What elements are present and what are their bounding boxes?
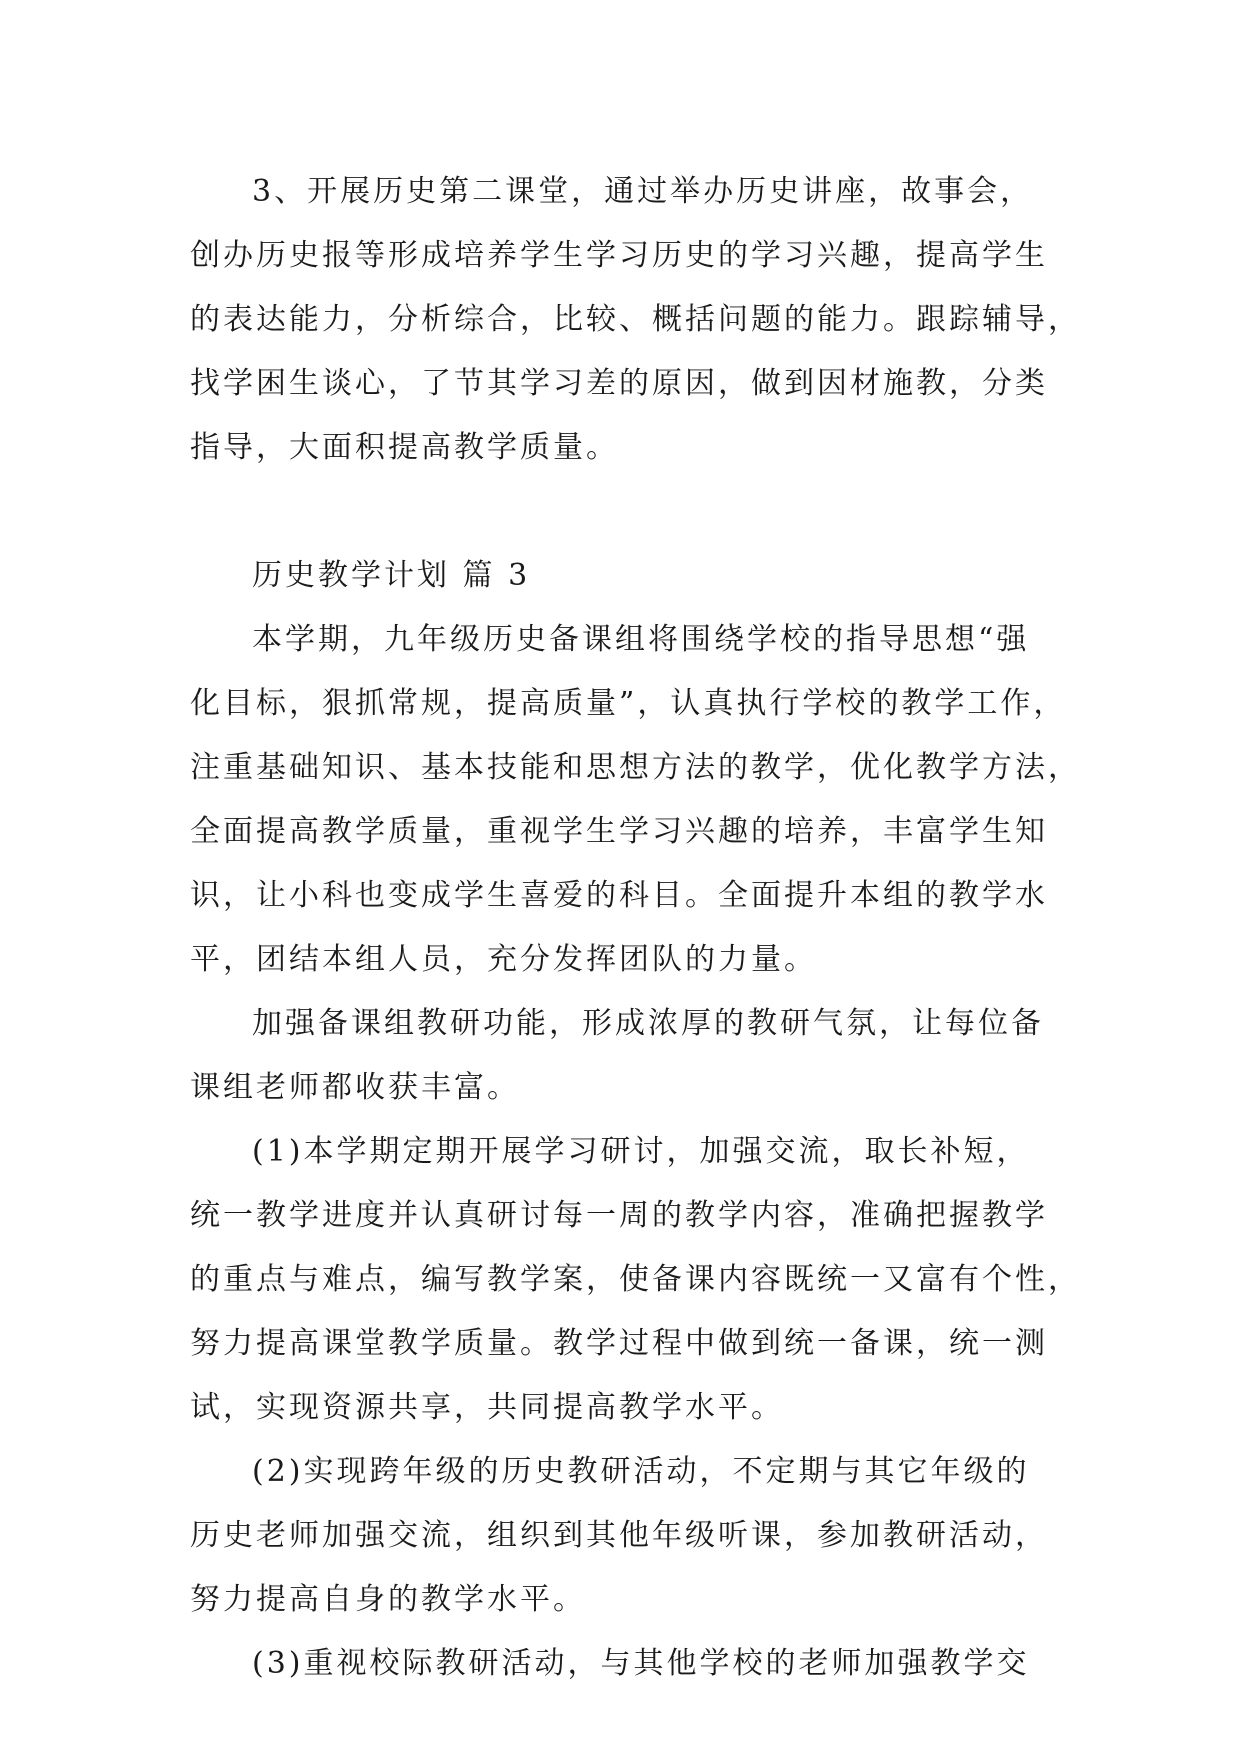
section-heading: 历史教学计划 篇 3 bbox=[252, 558, 531, 593]
spacer bbox=[190, 480, 1070, 544]
list-item-2 bbox=[190, 1440, 1070, 1632]
document-body bbox=[190, 160, 1081, 1696]
text-line: 试，实现资源共享，共同提高教学水平。 bbox=[190, 1390, 784, 1425]
paragraph-prev-section bbox=[190, 160, 1081, 480]
text-line: 找学困生谈心，了节其学习差的原因，做到因材施教，分类 bbox=[190, 366, 1048, 401]
text-line: (3)重视校际教研活动，与其他学校的老师加强教学交 bbox=[252, 1646, 1030, 1681]
text-line: 努力提高课堂教学质量。教学过程中做到统一备课，统一测 bbox=[190, 1326, 1048, 1361]
text-line: 努力提高自身的教学水平。 bbox=[190, 1582, 586, 1617]
text-line: 识，让小科也变成学生喜爱的科目。全面提升本组的教学水 bbox=[190, 878, 1048, 913]
text-line: 创办历史报等形成培养学生学习历史的学习兴趣，提高学生 bbox=[190, 238, 1048, 273]
text-line: 的重点与难点，编写教学案，使备课内容既统一又富有个性， bbox=[190, 1262, 1081, 1297]
text-line: 指导，大面积提高教学质量。 bbox=[190, 430, 619, 465]
text-line: 3、开展历史第二课堂，通过举办历史讲座，故事会， bbox=[252, 174, 1034, 209]
paragraph-teaching-research bbox=[190, 992, 1070, 1120]
text-line: (2)实现跨年级的历史教研活动，不定期与其它年级的 bbox=[252, 1454, 1030, 1489]
text-line: 历史老师加强交流，组织到其他年级听课，参加教研活动， bbox=[190, 1518, 1048, 1553]
text-line: 平，团结本组人员，充分发挥团队的力量。 bbox=[190, 942, 817, 977]
text-line: 的表达能力，分析综合，比较、概括问题的能力。跟踪辅导， bbox=[190, 302, 1081, 337]
text-line: 全面提高教学质量，重视学生学习兴趣的培养，丰富学生知 bbox=[190, 814, 1048, 849]
text-line: 统一教学进度并认真研讨每一周的教学内容，准确把握教学 bbox=[190, 1198, 1048, 1233]
text-line: 加强备课组教研功能，形成浓厚的教研气氛，让每位备 bbox=[252, 1006, 1044, 1041]
text-line: (1)本学期定期开展学习研讨，加强交流，取长补短， bbox=[252, 1134, 1030, 1169]
text-line: 化目标，狠抓常规，提高质量”，认真执行学校的教学工作， bbox=[190, 686, 1067, 721]
text-line: 课组老师都收获丰富。 bbox=[190, 1070, 520, 1105]
text-line: 本学期，九年级历史备课组将围绕学校的指导思想“强 bbox=[252, 622, 1030, 657]
paragraph-intro bbox=[190, 608, 1081, 992]
list-item-3 bbox=[190, 1632, 1070, 1696]
text-line: 注重基础知识、基本技能和思想方法的教学，优化教学方法， bbox=[190, 750, 1081, 785]
list-item-1 bbox=[190, 1120, 1081, 1440]
